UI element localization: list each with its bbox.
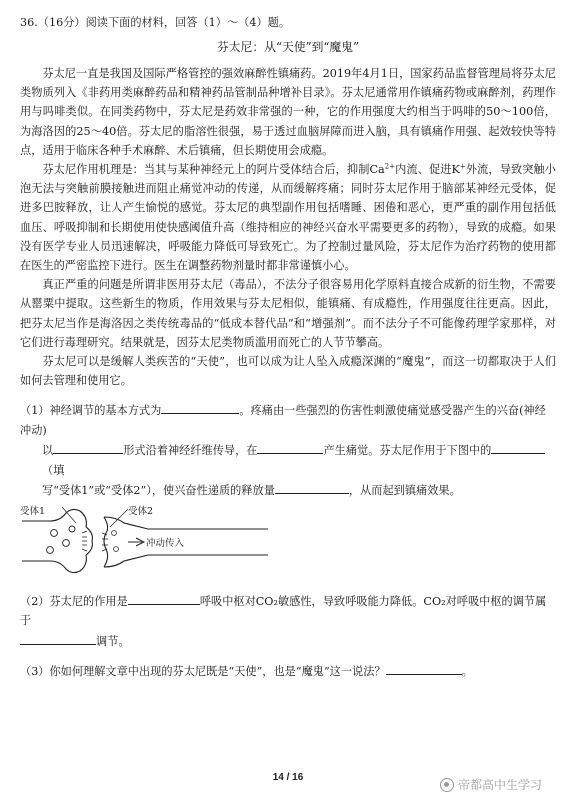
answer-blank[interactable] (275, 480, 349, 494)
answer-blank[interactable] (20, 631, 96, 645)
subquestion-1-line-1: （1）神经调节的基本方式为 。疼痛由一些强烈的伤害性刺激使痛觉感受器产生的兴奋(神经冲动) (20, 400, 556, 440)
watermark-text: 帝都高中生学习 (458, 778, 543, 792)
answer-blank[interactable] (128, 591, 200, 605)
paragraph-2: 芬太尼作用机理是：当其与某种神经元上的阿片受体结合后，抑制$Ca^{2+}$内流、促进K+外流，导致突触小泡无法与突触前膜接触进而阻止痛觉冲动的传递，从而缓解疼痛；同时芬太尼作用于脑部某神经元受体，促进多巴胺释放，让人产生愉悦的感觉。芬太尼的典型副作用包括嗜睡、困倦和恶心，更严重的副作用包括低血压、呼吸抑制和长期使用使快感阈值升高（维持相应的神经兴奋水平需要更多的药物），导致的成瘾。如果没有医学专业人员迅速解决，呼吸能力降低可导致死亡。为了控制过量风险，芬太尼作为治疗药物的使用都在医生的严密监控下进行。医生在调整药物剂量时都非常谨慎小心。 (20, 162, 556, 273)
answer-blank[interactable] (491, 440, 545, 454)
receptor-1-label: 受体1 (20, 505, 46, 517)
receptor-2-label: 受体2 (128, 505, 154, 517)
paragraph-3: 真正严重的问题是所谓非医用芬太尼（毒品），不法分子很容易用化学原料直接合成新的衍生物，不需要从罂粟中提取。这些新生的物质，作用效果与芬太尼相似，能镇痛、有成瘾性，作用强度往往更高。因此，把芬太尼当作是海洛因之类传统毒品的“低成本替代品”和“增强剂”。而不法分子不可能像药理学家那样，对它们进行毒理研究。结果就是，因芬太尼类物质滥用而死亡的人节节攀高。 (20, 278, 556, 349)
exam-page (20, 14, 556, 682)
answer-blank[interactable] (161, 400, 239, 414)
answer-blank[interactable] (257, 440, 323, 454)
subquestion-2-line-1: （2）芬太尼的作用是 呼吸中枢对CO₂敏感性，导致呼吸能力降低。CO₂对呼吸中枢的调节属于 (20, 591, 556, 631)
watermark (440, 776, 542, 793)
wechat-icon (440, 778, 454, 792)
subquestion-1-line-3: 写“受体1”或“受体2”），使兴奋性递质的释放量 ，从而起到镇痛效果。 (20, 480, 556, 501)
paragraph-4: 芬太尼可以是缓解人类疾苦的“天使”，也可以成为让人坠入成瘾深渊的“魔鬼”，而这一切都取决于人们如何去管理和使用它。 (20, 355, 556, 388)
page-number: 14 / 16 (272, 772, 304, 783)
subquestion-2-line-2: 调节。 (20, 631, 556, 652)
answer-blank[interactable] (386, 661, 462, 675)
article-title: 芬太尼：从“天使”到“魔鬼” (216, 40, 360, 54)
subquestion-1-line-2: 以 形式沿着神经纤维传导，在 产生痛觉。芬太尼作用于下图中的（填 (20, 440, 556, 480)
paragraph-1: 芬太尼一直是我国及国际严格管控的强效麻醉性镇痛药。2019年4月1日，国家药品监督管理局将芬太尼类物质列入《非药用类麻醉药品和精神药品管制品种增补目录》。芬太尼通常用作镇痛药物或麻醉剂，药理作用与吗啡类似。在同类药物中，芬太尼是药效非常强的一种，它的作用强度大约相当于吗啡的50～100倍，为海洛因的25～40倍。芬太尼的脂溶性很强，易于透过血脑屏障而进入脑，具有镇痛作用强、起效较快等特点，适用于临床各种手术麻醉、术后镇痛，但长期使用会成瘾。 (20, 67, 556, 157)
answer-blank[interactable] (53, 440, 123, 454)
subquestion-3: （3）你如何理解文章中出现的芬太尼既是“天使”，也是“魔鬼”这一说法？ 。 (20, 661, 556, 682)
synapse-diagram (20, 503, 280, 581)
question-header: 36.（16分）阅读下面的材料，回答（1）～（4）题。 (20, 16, 291, 29)
impulse-label: 冲动传入 (146, 537, 185, 549)
